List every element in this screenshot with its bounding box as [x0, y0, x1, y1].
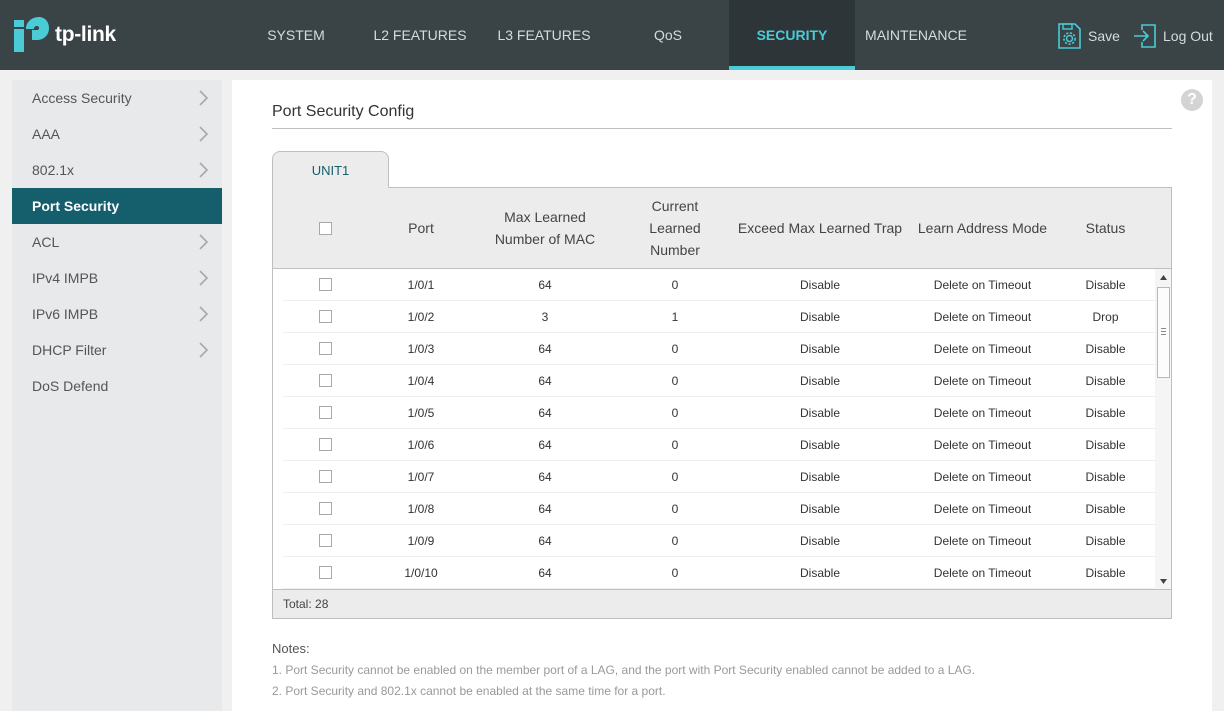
header-max-learned-text	[495, 206, 595, 250]
cell-port: 1/0/5	[407, 406, 435, 420]
row-checkbox[interactable]	[319, 342, 332, 355]
sidebar-item-aaa[interactable]	[12, 116, 222, 152]
cell-current: 0	[671, 566, 679, 580]
table-row[interactable]	[283, 365, 1155, 397]
sidebar-item-8021x[interactable]	[12, 152, 222, 188]
cell-max: 64	[538, 438, 552, 452]
cell-current: 0	[671, 470, 679, 484]
table-row[interactable]	[283, 269, 1155, 301]
select-all-checkbox[interactable]	[319, 222, 332, 235]
top-navigation-bar	[0, 0, 1224, 70]
cell-port: 1/0/7	[407, 470, 435, 484]
cell-status: Disable	[1085, 534, 1126, 548]
cell-mode: Delete on Timeout	[933, 310, 1032, 324]
header-current-learned-text	[649, 195, 700, 261]
cell-trap: Disable	[799, 342, 841, 356]
logo-text: tp-link	[55, 23, 116, 46]
cell-trap: Disable	[799, 278, 841, 292]
cell-current: 0	[671, 374, 679, 388]
cell-max: 64	[538, 406, 552, 420]
table-row[interactable]	[283, 397, 1155, 429]
table-row[interactable]	[283, 333, 1155, 365]
sidebar-item-label: DHCP Filter	[32, 342, 107, 358]
cell-mode: Delete on Timeout	[933, 342, 1032, 356]
cell-port: 1/0/2	[407, 310, 435, 324]
header-learn-mode[interactable]: Learn Address Mode	[917, 220, 1048, 236]
header-current-line1: Current	[651, 198, 699, 214]
cell-port: 1/0/8	[407, 502, 435, 516]
chevron-right-icon	[199, 152, 208, 188]
cell-trap: Disable	[799, 566, 841, 580]
cell-max: 3	[541, 310, 549, 324]
nav-l2-features[interactable]: L2 FEATURES	[373, 27, 467, 43]
grip-icon	[1161, 328, 1166, 335]
sidebar-item-label: IPv6 IMPB	[32, 306, 99, 322]
cell-current: 0	[671, 438, 679, 452]
save-button[interactable]	[1057, 22, 1120, 50]
title-divider	[272, 128, 1172, 129]
cell-max: 64	[538, 342, 552, 356]
cell-max: 64	[538, 374, 552, 388]
chevron-right-icon	[199, 260, 208, 296]
tab-unit1[interactable]: UNIT1	[272, 151, 389, 188]
row-checkbox[interactable]	[319, 438, 332, 451]
cell-status: Disable	[1085, 406, 1126, 420]
page-title: Port Security Config	[272, 103, 415, 120]
sidebar-item-ipv4-impb[interactable]	[12, 260, 222, 296]
sidebar	[12, 80, 222, 711]
cell-status: Disable	[1085, 374, 1126, 388]
logout-arrow-icon	[1133, 23, 1157, 49]
cell-max: 64	[538, 502, 552, 516]
sidebar-item-label: IPv4 IMPB	[32, 270, 99, 286]
row-select-cell	[283, 461, 367, 493]
select-all-cell	[273, 188, 377, 268]
cell-port: 1/0/10	[404, 566, 438, 580]
cell-current: 0	[671, 534, 679, 548]
cell-trap: Disable	[799, 502, 841, 516]
chevron-right-icon	[199, 332, 208, 368]
sidebar-item-label: AAA	[32, 126, 61, 142]
logout-button[interactable]	[1133, 22, 1213, 50]
cell-trap: Disable	[799, 310, 841, 324]
chevron-right-icon	[199, 296, 208, 332]
cell-max: 64	[538, 566, 552, 580]
cell-status: Disable	[1085, 566, 1126, 580]
save-label: Save	[1088, 28, 1120, 44]
row-select-cell	[283, 333, 367, 365]
cell-port: 1/0/1	[407, 278, 435, 292]
row-select-cell	[283, 429, 367, 461]
table-total: Total: 28	[273, 589, 1171, 618]
cell-trap: Disable	[799, 534, 841, 548]
row-select-cell	[283, 397, 367, 429]
nav-qos[interactable]: QoS	[653, 27, 682, 43]
sidebar-item-label: Access Security	[32, 90, 132, 106]
cell-current: 0	[671, 342, 679, 356]
row-select-cell	[283, 525, 367, 557]
row-select-cell	[283, 365, 367, 397]
sidebar-item-label: ACL	[32, 234, 60, 250]
header-max-learned-line1: Max Learned	[504, 209, 586, 225]
cell-mode: Delete on Timeout	[933, 278, 1032, 292]
note-item-2: 2. Port Security and 802.1x cannot be enabled at the same time for a port.	[272, 684, 666, 698]
cell-mode: Delete on Timeout	[933, 470, 1032, 484]
header-max-learned-line2: Number of MAC	[494, 231, 596, 247]
row-checkbox[interactable]	[319, 534, 332, 547]
header-current-learned[interactable]	[615, 188, 735, 268]
sidebar-item-dos-defend[interactable]	[12, 368, 222, 404]
nav-l3-features[interactable]: L3 FEATURES	[497, 27, 591, 43]
tp-link-logo-icon	[12, 16, 50, 54]
cell-port: 1/0/9	[407, 534, 435, 548]
cell-mode: Delete on Timeout	[933, 374, 1032, 388]
cell-mode: Delete on Timeout	[933, 534, 1032, 548]
cell-mode: Delete on Timeout	[933, 566, 1032, 580]
table-row[interactable]	[283, 301, 1155, 333]
row-checkbox[interactable]	[319, 470, 332, 483]
nav-security[interactable]: SECURITY	[729, 0, 855, 70]
sidebar-item-dhcp-filter[interactable]	[12, 332, 222, 368]
row-checkbox[interactable]	[319, 374, 332, 387]
main-panel	[232, 80, 1212, 711]
cell-trap: Disable	[799, 470, 841, 484]
scrollbar-thumb[interactable]	[1157, 287, 1170, 378]
cell-max: 64	[538, 470, 552, 484]
cell-status: Disable	[1085, 342, 1126, 356]
table-row[interactable]	[283, 493, 1155, 525]
cell-current: 0	[671, 502, 679, 516]
chevron-right-icon	[199, 80, 208, 116]
sidebar-item-ipv6-impb[interactable]	[12, 296, 222, 332]
cell-status: Drop	[1092, 310, 1119, 324]
sidebar-item-label: 802.1x	[32, 162, 75, 178]
row-checkbox[interactable]	[319, 278, 332, 291]
row-select-cell	[283, 493, 367, 525]
table-row[interactable]	[283, 557, 1155, 589]
scroll-down-arrow-icon[interactable]	[1155, 573, 1171, 589]
cell-current: 1	[671, 310, 679, 324]
tp-link-logo[interactable]	[12, 16, 116, 54]
cell-mode: Delete on Timeout	[933, 502, 1032, 516]
cell-status: Disable	[1085, 502, 1126, 516]
chevron-right-icon	[199, 116, 208, 152]
header-max-learned[interactable]	[475, 188, 615, 268]
row-checkbox[interactable]	[319, 406, 332, 419]
cell-mode: Delete on Timeout	[933, 406, 1032, 420]
header-current-line3: Number	[650, 242, 700, 258]
chevron-right-icon	[199, 224, 208, 260]
help-circle-icon[interactable]: ?	[1181, 89, 1203, 111]
row-select-cell	[283, 557, 367, 589]
cell-status: Disable	[1085, 438, 1126, 452]
sidebar-item-port-security[interactable]	[12, 188, 222, 224]
cell-status: Disable	[1085, 278, 1126, 292]
cell-current: 0	[671, 278, 679, 292]
nav-system[interactable]: SYSTEM	[267, 27, 325, 43]
port-security-table	[272, 187, 1172, 619]
row-checkbox[interactable]	[319, 502, 332, 515]
sidebar-item-acl[interactable]	[12, 224, 222, 260]
cell-max: 64	[538, 278, 552, 292]
cell-trap: Disable	[799, 438, 841, 452]
sidebar-item-label: DoS Defend	[32, 378, 109, 394]
header-current-line2: Learned	[649, 220, 701, 236]
sidebar-item-access-security[interactable]	[12, 80, 222, 116]
row-select-cell	[283, 301, 367, 333]
table-scrollbar[interactable]	[1155, 269, 1171, 589]
cell-port: 1/0/4	[407, 374, 435, 388]
notes-title: Notes:	[272, 641, 310, 656]
header-exceed-trap[interactable]: Exceed Max Learned Trap	[737, 220, 903, 236]
cell-trap: Disable	[799, 374, 841, 388]
sidebar-item-label: Port Security	[32, 198, 120, 214]
table-row[interactable]	[283, 461, 1155, 493]
row-checkbox[interactable]	[319, 310, 332, 323]
cell-port: 1/0/6	[407, 438, 435, 452]
row-checkbox[interactable]	[319, 566, 332, 579]
table-header	[273, 188, 1171, 269]
cell-port: 1/0/3	[407, 342, 435, 356]
table-row[interactable]	[283, 525, 1155, 557]
save-gear-icon	[1057, 23, 1082, 49]
nav-maintenance[interactable]: MAINTENANCE	[865, 27, 967, 43]
table-row[interactable]	[283, 429, 1155, 461]
note-item-1: 1. Port Security cannot be enabled on the member port of a LAG, and the port with Port Security enabled cannot be added to a LAG.	[272, 663, 976, 677]
cell-current: 0	[671, 406, 679, 420]
cell-status: Disable	[1085, 470, 1126, 484]
logout-label: Log Out	[1163, 28, 1213, 44]
header-status[interactable]: Status	[1085, 220, 1126, 236]
cell-trap: Disable	[799, 406, 841, 420]
row-select-cell	[283, 269, 367, 301]
header-port[interactable]: Port	[408, 220, 434, 236]
cell-max: 64	[538, 534, 552, 548]
cell-mode: Delete on Timeout	[933, 438, 1032, 452]
scroll-up-arrow-icon[interactable]	[1155, 269, 1171, 285]
table-body	[273, 269, 1155, 589]
